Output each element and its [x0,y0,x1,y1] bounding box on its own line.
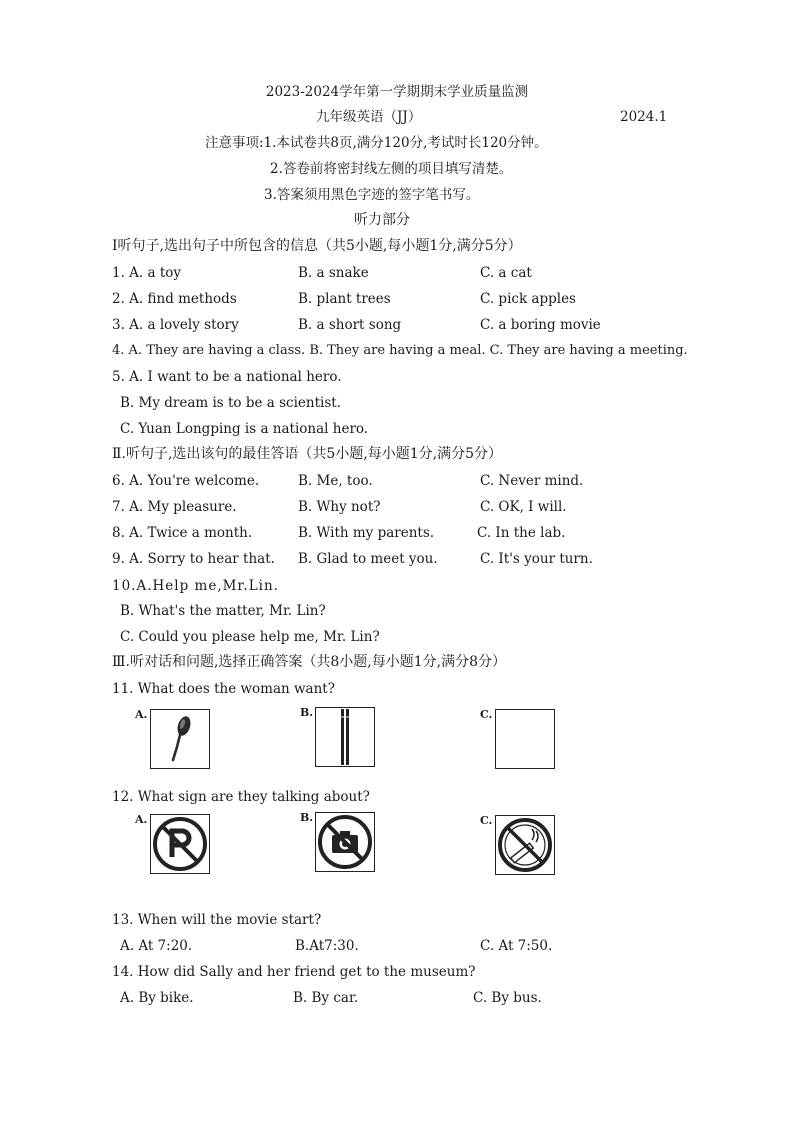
blank-picture [495,709,555,769]
q13-option-a: A. At 7:20. [120,938,193,954]
q5-option-b: B. My dream is to be a scientist. [120,395,341,411]
q2-option-a: 2. A. find methods [112,291,237,307]
q3-option-c: C. a boring movie [480,317,601,333]
q10-option-a: 10.A.Help me,Mr.Lin. [112,578,279,594]
section-2-title: Ⅱ.听句子,选出该句的最佳答语（共5小题,每小题1分,满分5分） [112,446,503,462]
q12-question: 12. What sign are they talking about? [112,789,370,805]
q9-option-a: 9. A. Sorry to hear that. [112,551,275,567]
q12-label-c: C. [480,814,493,827]
q12-label-b: B. [300,811,314,824]
listening-part-title: 听力部分 [354,212,410,228]
no-camera-icon [315,812,375,872]
q3-option-a: 3. A. a lovely story [112,317,239,333]
q3-option-b: B. a short song [298,317,402,333]
q8-option-c: C. In the lab. [477,525,566,541]
q14-option-b: B. By car. [293,990,359,1006]
q11-label-b: B. [300,706,314,719]
q13-option-c: C. At 7:50. [480,938,553,954]
note-1: 注意事项:1.本试卷共8页,满分120分,考试时长120分钟。 [205,135,548,151]
section-3-title: Ⅲ.听对话和问题,选择正确答案（共8小题,每小题1分,满分8分） [112,654,507,670]
q5-option-c: C. Yuan Longping is a national hero. [120,421,369,437]
q11-label-a: A. [135,708,148,721]
no-smoking-icon [495,815,555,875]
q6-option-b: B. Me, too. [298,473,373,489]
q7-option-a: 7. A. My pleasure. [112,499,237,515]
no-parking-icon [150,814,210,874]
q6-option-c: C. Never mind. [480,473,584,489]
q14-option-a: A. By bike. [120,990,194,1006]
q9-option-b: B. Glad to meet you. [298,551,438,567]
q10-option-b: B. What's the matter, Mr. Lin? [120,603,326,619]
q1-option-b: B. a snake [298,265,369,281]
q12-label-a: A. [135,813,148,826]
q13-question: 13. When will the movie start? [112,912,322,928]
q9-option-c: C. It's your turn. [480,551,593,567]
q11-question: 11. What does the woman want? [112,681,335,697]
section-1-title: Ⅰ听句子,选出句子中所包含的信息（共5小题,每小题1分,满分5分） [112,238,522,254]
chopsticks-icon [315,707,375,767]
note-2: 2.答卷前将密封线左侧的项目填写清楚。 [270,161,513,177]
spoon-icon [150,709,210,769]
q2-option-b: B. plant trees [298,291,391,307]
q1-option-a: 1. A. a toy [112,265,182,281]
q7-option-b: B. Why not? [298,499,381,515]
q7-option-c: C. OK, I will. [480,499,567,515]
q1-option-c: C. a cat [480,265,532,281]
q8-option-a: 8. A. Twice a month. [112,525,253,541]
q6-option-a: 6. A. You're welcome. [112,473,260,489]
q14-question: 14. How did Sally and her friend get to the museum? [112,964,476,980]
exam-subject: 九年级英语（JJ） [316,109,422,125]
q2-option-c: C. pick apples [480,291,576,307]
q4-options: 4. A. They are having a class. B. They are having a meal. C. They are having a meeting. [112,343,688,358]
note-3: 3.答案须用黑色字迹的签字笔书写。 [264,187,480,203]
exam-title: 2023-2024学年第一学期期末学业质量监测 [265,84,529,100]
q8-option-b: B. With my parents. [298,525,435,541]
q13-option-b: B.At7:30. [295,938,359,954]
q5-option-a: 5. A. I want to be a national hero. [112,369,342,385]
q11-label-c: C. [480,708,493,721]
q14-option-c: C. By bus. [473,990,542,1006]
exam-date: 2024.1 [620,109,668,125]
q10-option-c: C. Could you please help me, Mr. Lin? [120,629,380,645]
